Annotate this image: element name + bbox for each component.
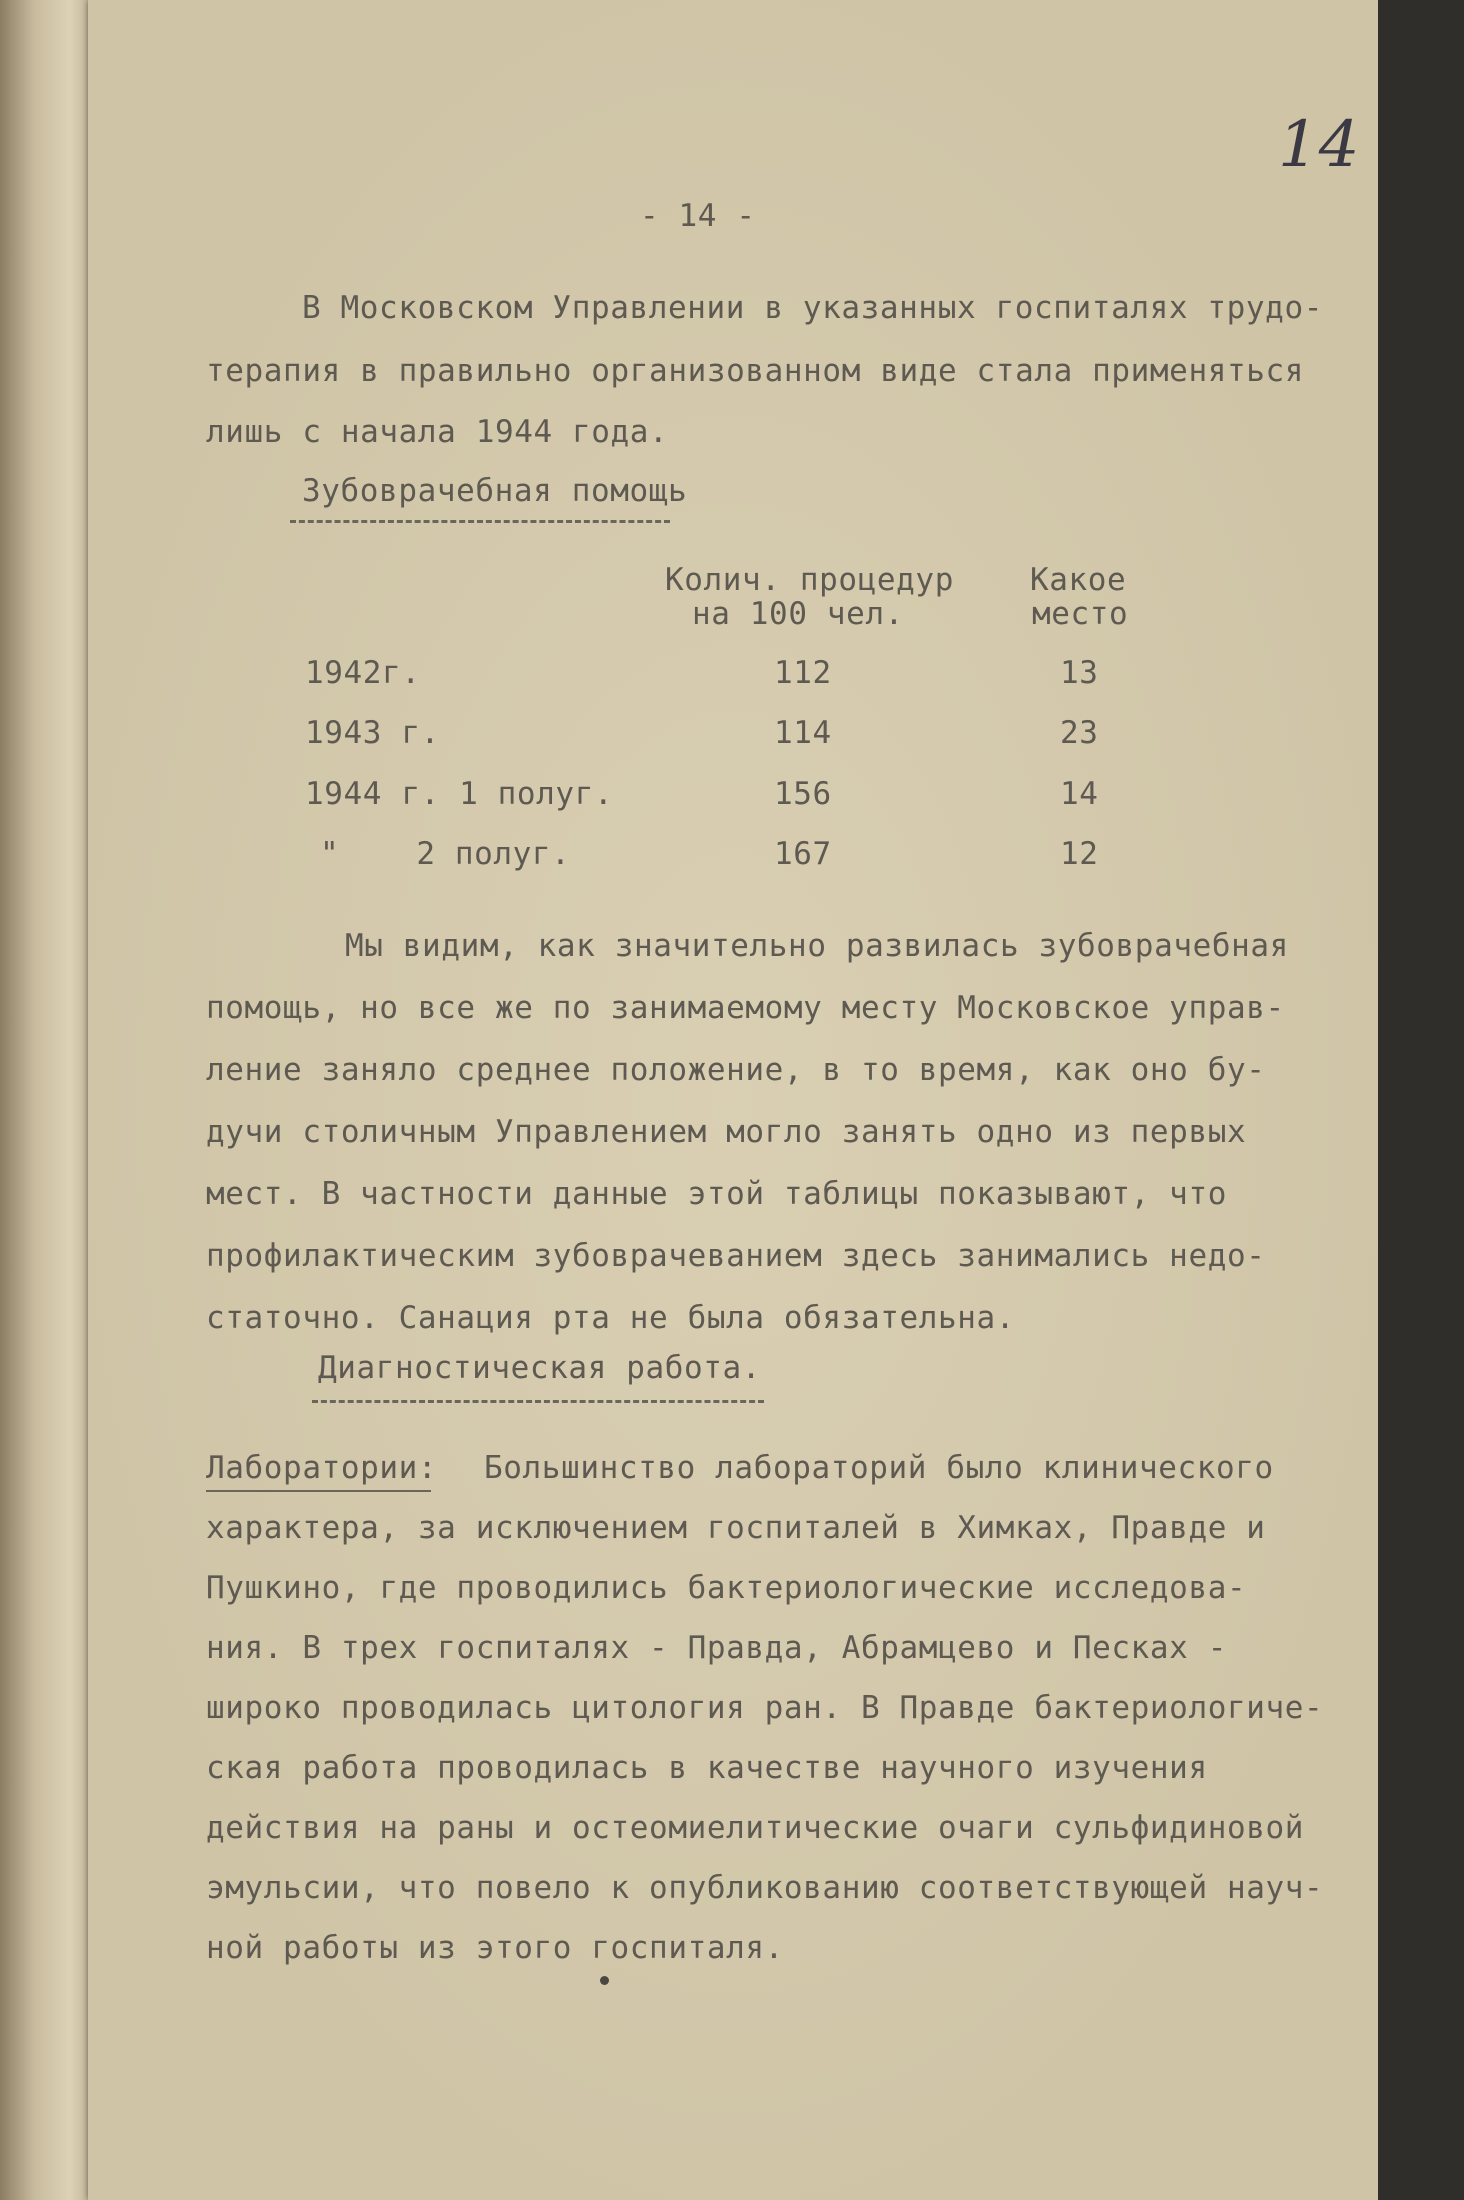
row-procedures: 167 [774,836,832,872]
dental-heading: Зубоврачебная помощь [302,473,688,509]
lab-line-7: действия на раны и остеомиелитические очаги сульфидиновой [206,1810,1305,1846]
intro-line-3: лишь с начала 1944 года. [206,414,669,450]
diagnostic-heading: Диагностическая работа. [318,1350,762,1386]
lab-line-2: характера, за исключением госпиталей в Химках, Правде и [206,1510,1266,1546]
row-place: 13 [1060,655,1099,691]
row-procedures: 156 [774,776,832,812]
lab-line-9: ной работы из этого госпиталя. [206,1930,784,1966]
lab-label-underline [206,1490,431,1492]
lab-line-3: Пушкино, где проводились бактериологические исследова- [206,1570,1247,1606]
lab-label: Лаборатории: [206,1450,438,1486]
dental-text-line-2: помощь, но все же по занимаемому месту Московское управ- [206,990,1285,1026]
lab-line-5: широко проводилась цитология ран. В Правде бактериологиче- [206,1690,1324,1726]
dental-heading-underline [290,520,670,523]
lab-line-8: эмульсии, что повело к опубликованию соответствующей науч- [206,1870,1324,1906]
right-page-edge [1378,0,1464,2200]
row-procedures: 114 [774,715,832,751]
row-place: 12 [1060,836,1099,872]
left-page-edge [0,0,100,2200]
row-place: 14 [1060,776,1099,812]
row-place: 23 [1060,715,1099,751]
table-col1-header-line1: Колич. процедур [665,562,954,598]
row-period: 1942г. [305,655,421,691]
row-period: 1943 г. [305,715,440,751]
diagnostic-heading-underline [312,1400,764,1403]
dental-text-line-6: профилактическим зубоврачеванием здесь занимались недо- [206,1238,1266,1274]
lab-line-4: ния. В трех госпиталях - Правда, Абрамцево и Песках - [206,1630,1227,1666]
dental-text-line-3: ление заняло среднее положение, в то время, как оно бу- [206,1052,1266,1088]
intro-line-2: терапия в правильно организованном виде стала применяться [206,353,1305,389]
lab-line-1: Большинство лабораторий было клинического [484,1450,1274,1486]
table-col2-header-line1: Какое [1030,562,1127,598]
table-col1-header-line2: на 100 чел. [692,596,904,632]
row-period: " 2 полуг. [320,836,571,872]
dental-text-line-1: Мы видим, как значительно развилась зубоврачебная [345,928,1289,964]
dental-text-line-5: мест. В частности данные этой таблицы показывают, что [206,1176,1227,1212]
dental-text-line-7: статочно. Санация рта не была обязательна. [206,1300,1016,1336]
row-procedures: 112 [774,655,832,691]
row-period: 1944 г. 1 полуг. [305,776,614,812]
handwritten-page-number: 14 [1278,108,1360,182]
intro-line-1: В Московском Управлении в указанных госпиталях трудо- [302,290,1323,326]
lab-line-6: ская работа проводилась в качестве научного изучения [206,1750,1208,1786]
ink-dot [600,1976,609,1985]
dental-text-line-4: дучи столичным Управлением могло занять одно из первых [206,1114,1247,1150]
page-header: - 14 - [640,198,756,234]
table-col2-header-line2: место [1032,596,1129,632]
